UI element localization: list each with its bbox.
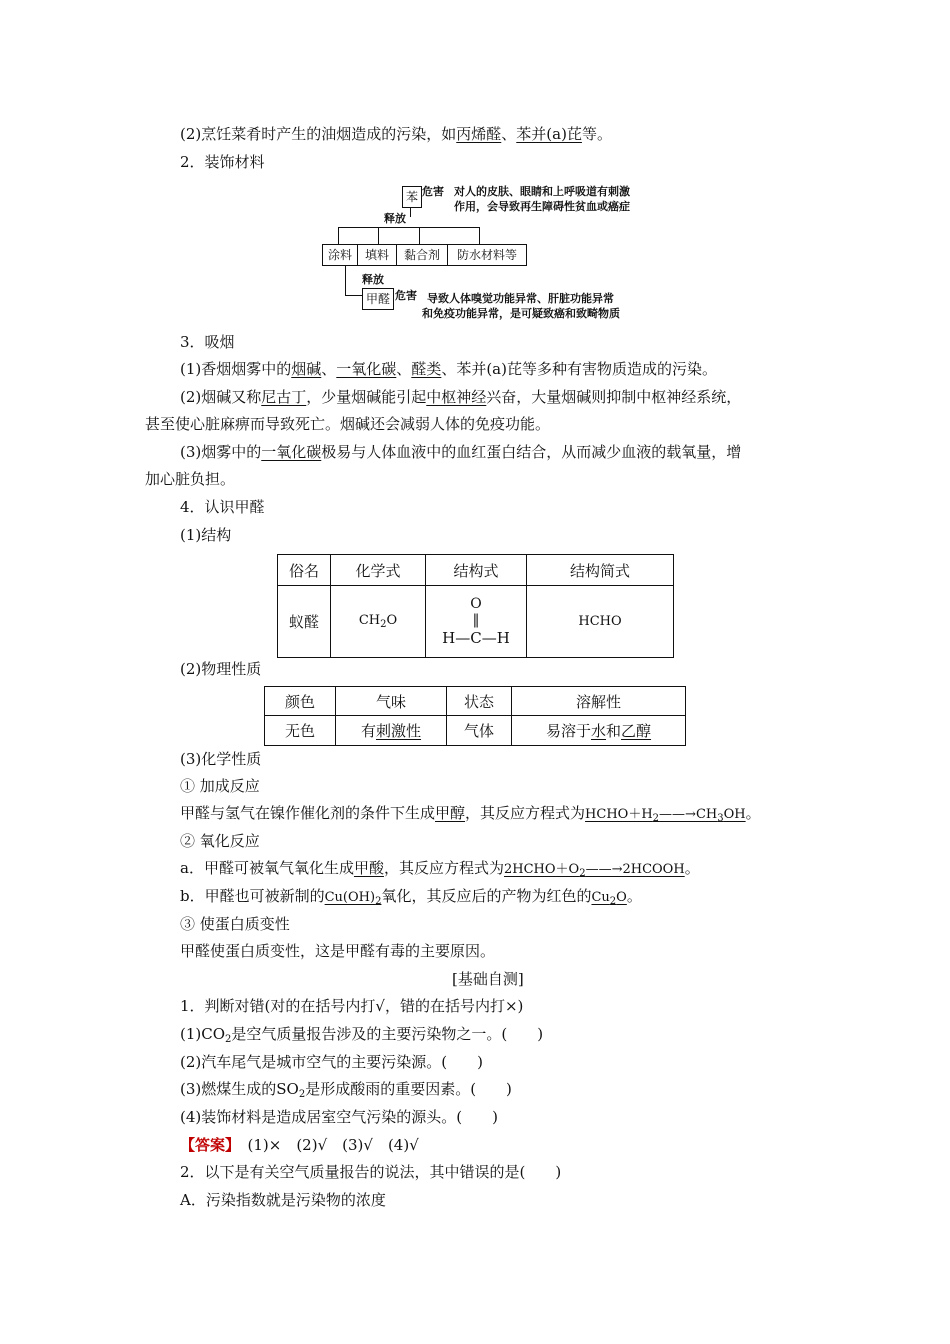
question-1-item-4: (4)装饰材料是造成居室空气污染的源头。( ) bbox=[180, 1108, 498, 1126]
cell-structural-formula: O ‖ H—C—H bbox=[426, 586, 527, 658]
material-filler: 填料 bbox=[357, 244, 397, 266]
text: (2)烹饪菜肴时产生的油烟造成的污染，如 bbox=[180, 125, 457, 143]
structure-title: (1)结构 bbox=[180, 526, 232, 544]
self-test-heading: [基础自测] bbox=[452, 970, 524, 988]
underlined-answer: 丙烯醛 bbox=[456, 125, 502, 143]
question-1-item-1: $(1)CO_2$是空气质量报告涉及的主要污染物之一。( ) bbox=[180, 1025, 544, 1045]
chemical-properties-title: (3)化学性质 bbox=[180, 750, 262, 768]
underlined-answer: 苯并(a)芘 bbox=[516, 125, 582, 143]
material-coating: 涂料 bbox=[322, 244, 358, 266]
section-title-formaldehyde: 4．认识甲醛 bbox=[180, 498, 265, 516]
header-condensed-formula: 结构简式 bbox=[527, 555, 674, 586]
formaldehyde-box: 甲醛 bbox=[362, 288, 394, 310]
cell-color: 无色 bbox=[265, 716, 336, 746]
text: 等。 bbox=[581, 125, 612, 143]
structure-table bbox=[277, 554, 674, 658]
release-label-1: 释放 bbox=[384, 212, 406, 225]
section-title-decor: 2．装饰材料 bbox=[180, 153, 265, 171]
paragraph-smoke-3-line2: 加心脏负担。 bbox=[145, 470, 236, 488]
answer-label: 【答案】 bbox=[180, 1136, 233, 1154]
answer-line bbox=[180, 1135, 419, 1155]
hazard-label-1: 危害 bbox=[422, 185, 444, 198]
header-color: 颜色 bbox=[265, 687, 336, 716]
cell-odor: 有刺激性 bbox=[336, 716, 447, 746]
header-structural-formula: 结构式 bbox=[426, 555, 527, 586]
hazard-text-1-line2: 作用，会导致再生障碍性贫血或癌症 bbox=[454, 200, 630, 213]
paragraph-cooking-fumes bbox=[180, 124, 612, 144]
question-1: 1．判断对错(对的在括号内打√，错的在括号内打×) bbox=[180, 997, 524, 1015]
cell-common-name: 蚁醛 bbox=[278, 586, 331, 658]
physical-properties-table bbox=[264, 686, 686, 746]
header-formula: 化学式 bbox=[331, 555, 426, 586]
benzene-box: 苯 bbox=[402, 186, 422, 208]
hazard-text-2-line2: 和免疫功能异常，是可疑致癌和致畸物质 bbox=[422, 307, 620, 320]
header-common-name: 俗名 bbox=[278, 555, 331, 586]
question-2-option-a: A．污染指数就是污染物的浓度 bbox=[180, 1191, 386, 1209]
physical-properties-title: (2)物理性质 bbox=[180, 660, 262, 678]
header-odor: 气味 bbox=[336, 687, 447, 716]
paragraph-smoke-1: (1)香烟烟雾中的烟碱、一氧化碳、醛类、苯并(a)芘等多种有害物质造成的污染。 bbox=[180, 360, 717, 378]
question-2: 2．以下是有关空气质量报告的说法，其中错误的是( ) bbox=[180, 1163, 562, 1181]
paragraph-smoke-2-line2: 甚至使心脏麻痹而导致死亡。烟碱还会减弱人体的免疫功能。 bbox=[145, 415, 551, 433]
reaction-2b-text: b．甲醛也可被新制的$Cu(OH)_2$氧化，其反应后的产物为红色的$Cu_2O$。 bbox=[180, 887, 642, 907]
cell-formula: $CH_2O$ bbox=[331, 586, 426, 658]
cell-state: 气体 bbox=[447, 716, 512, 746]
reaction-3-title: ③ 使蛋白质变性 bbox=[180, 915, 290, 933]
paragraph-smoke-2-line1: (2)烟碱又称尼古丁，少量烟碱能引起中枢神经兴奋，大量烟碱则抑制中枢神经系统， bbox=[180, 388, 742, 406]
question-1-item-3: (3)燃煤生成的$SO_2$是形成酸雨的重要因素。( ) bbox=[180, 1080, 512, 1100]
reaction-2-title: ② 氧化反应 bbox=[180, 832, 260, 850]
header-solubility: 溶解性 bbox=[512, 687, 686, 716]
reaction-3-text: 甲醛使蛋白质变性，这是甲醛有毒的主要原因。 bbox=[180, 942, 496, 960]
hazard-text-2-line1: 导致人体嗅觉功能异常、肝脏功能异常 bbox=[427, 292, 614, 305]
release-label-2: 释放 bbox=[362, 273, 384, 286]
reaction-2a-text: a．甲醛可被氧气氧化生成甲酸，其反应方程式为$2HCHO+O_2——\to 2HCOOH$。 bbox=[180, 859, 700, 879]
material-adhesive: 黏合剂 bbox=[396, 244, 448, 266]
cell-condensed-formula: HCHO bbox=[527, 586, 674, 658]
section-title-smoking: 3．吸烟 bbox=[180, 333, 235, 351]
paragraph-smoke-3-line1: (3)烟雾中的一氧化碳极易与人体血液中的血红蛋白结合，从而减少血液的载氧量，增 bbox=[180, 443, 742, 461]
cell-solubility: 易溶于水和乙醇 bbox=[512, 716, 686, 746]
question-1-item-2: (2)汽车尾气是城市空气的主要污染源。( ) bbox=[180, 1053, 483, 1071]
material-waterproof: 防水材料等 bbox=[447, 244, 527, 266]
hazard-label-2: 危害 bbox=[395, 289, 417, 302]
reaction-1-title: ① 加成反应 bbox=[180, 777, 260, 795]
answer-text: (1)× (2)√ (3)√ (4)√ bbox=[232, 1136, 419, 1154]
hazard-text-1-line1: 对人的皮肤、眼睛和上呼吸道有刺激 bbox=[454, 185, 630, 198]
text: 、 bbox=[501, 125, 517, 143]
header-state: 状态 bbox=[447, 687, 512, 716]
reaction-1-text: 甲醛与氢气在镍作催化剂的条件下生成甲醇，其反应方程式为$HCHO+H_2——\to CH_3OH$。 bbox=[180, 804, 761, 824]
